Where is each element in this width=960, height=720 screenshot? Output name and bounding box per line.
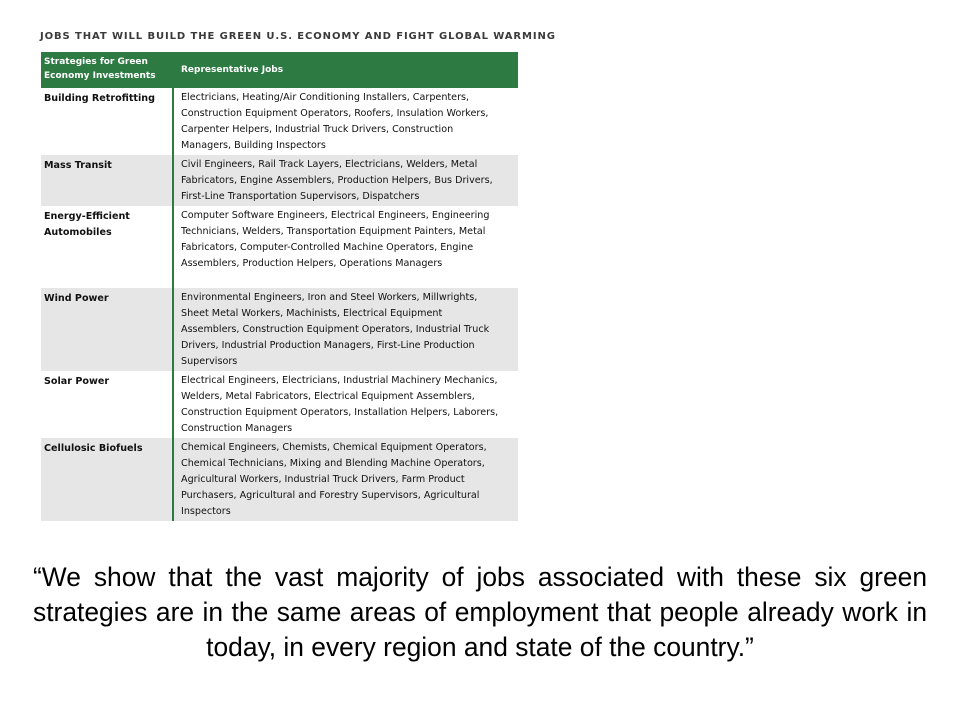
jobs-line: Assemblers, Construction Equipment Operators, Industrial Truck — [181, 324, 490, 336]
header-jobs: Representative Jobs — [181, 65, 284, 75]
jobs-line: Chemical Technicians, Mixing and Blending Machine Operators, — [181, 458, 485, 470]
jobs-line: Fabricators, Computer-Controlled Machine Operators, Engine — [181, 242, 474, 254]
table-header — [41, 52, 518, 88]
table-row — [41, 438, 518, 521]
strategy-line: Cellulosic Biofuels — [44, 443, 143, 454]
jobs-line: Sheet Metal Workers, Machinists, Electrical Equipment — [181, 308, 443, 320]
table-row — [41, 371, 518, 438]
jobs-line: Agricultural Workers, Industrial Truck Drivers, Farm Product — [181, 474, 465, 486]
jobs-table — [41, 52, 518, 521]
strategy-line: Mass Transit — [44, 160, 112, 171]
jobs-line: Computer Software Engineers, Electrical Engineers, Engineering — [181, 210, 490, 221]
table-row — [41, 155, 518, 206]
jobs-line: Supervisors — [181, 356, 238, 368]
jobs-line: Construction Managers — [181, 423, 293, 435]
jobs-line: Chemical Engineers, Chemists, Chemical Equipment Operators, — [181, 442, 487, 453]
jobs-line: Managers, Building Inspectors — [181, 140, 326, 152]
jobs-cell — [174, 88, 518, 155]
jobs-line: Electricians, Heating/Air Conditioning Installers, Carpenters, — [181, 92, 470, 103]
jobs-line: Electrical Engineers, Electricians, Industrial Machinery Mechanics, — [181, 375, 498, 386]
strategy-line: Energy-Efficient — [44, 211, 130, 222]
jobs-cell — [174, 371, 518, 438]
strategy-cell — [41, 438, 174, 521]
jobs-line: Drivers, Industrial Production Managers, First-Line Production — [181, 340, 475, 352]
jobs-line: Purchasers, Agricultural and Forestry Supervisors, Agricultural — [181, 490, 480, 502]
jobs-line: Fabricators, Engine Assemblers, Production Helpers, Bus Drivers, — [181, 175, 493, 187]
quote-text: “We show that the vast majority of jobs associated with these six green strategies are in the same areas of employment that people already work in today, in every region and state of the country.” — [33, 562, 927, 662]
strategy-line: Automobiles — [44, 227, 112, 238]
strategy-cell — [41, 88, 174, 155]
jobs-line: Carpenter Helpers, Industrial Truck Drivers, Construction — [181, 124, 454, 136]
header-strategies — [41, 52, 174, 88]
table-title: JOBS THAT WILL BUILD THE GREEN U.S. ECONOMY AND FIGHT GLOBAL WARMING — [40, 31, 556, 42]
jobs-line: Welders, Metal Fabricators, Electrical Equipment Assemblers, — [181, 391, 475, 403]
strategy-cell — [41, 371, 174, 438]
header-strategies-line: Strategies for Green — [44, 57, 148, 67]
table-row — [41, 288, 518, 371]
jobs-line: First-Line Transportation Supervisors, Dispatchers — [181, 191, 420, 203]
strategy-cell — [41, 155, 174, 206]
header-strategies-line: Economy Investments — [44, 71, 156, 81]
jobs-line: Construction Equipment Operators, Installation Helpers, Laborers, — [181, 407, 499, 419]
jobs-cell — [174, 438, 518, 521]
jobs-line: Inspectors — [181, 506, 231, 518]
jobs-cell — [174, 206, 518, 288]
strategy-line: Wind Power — [44, 293, 109, 304]
jobs-line: Assemblers, Production Helpers, Operations Managers — [181, 258, 443, 270]
jobs-line: Technicians, Welders, Transportation Equipment Painters, Metal — [181, 226, 486, 238]
jobs-line: Environmental Engineers, Iron and Steel Workers, Millwrights, — [181, 292, 478, 303]
table-row — [41, 88, 518, 155]
jobs-line: Construction Equipment Operators, Roofers, Insulation Workers, — [181, 108, 489, 120]
strategy-cell — [41, 206, 174, 288]
strategy-cell — [41, 288, 174, 371]
jobs-line: Civil Engineers, Rail Track Layers, Electricians, Welders, Metal — [181, 159, 478, 170]
jobs-cell — [174, 288, 518, 371]
table-row — [41, 206, 518, 288]
jobs-cell — [174, 155, 518, 206]
strategy-line: Solar Power — [44, 376, 110, 387]
strategy-line: Building Retrofitting — [44, 93, 155, 104]
